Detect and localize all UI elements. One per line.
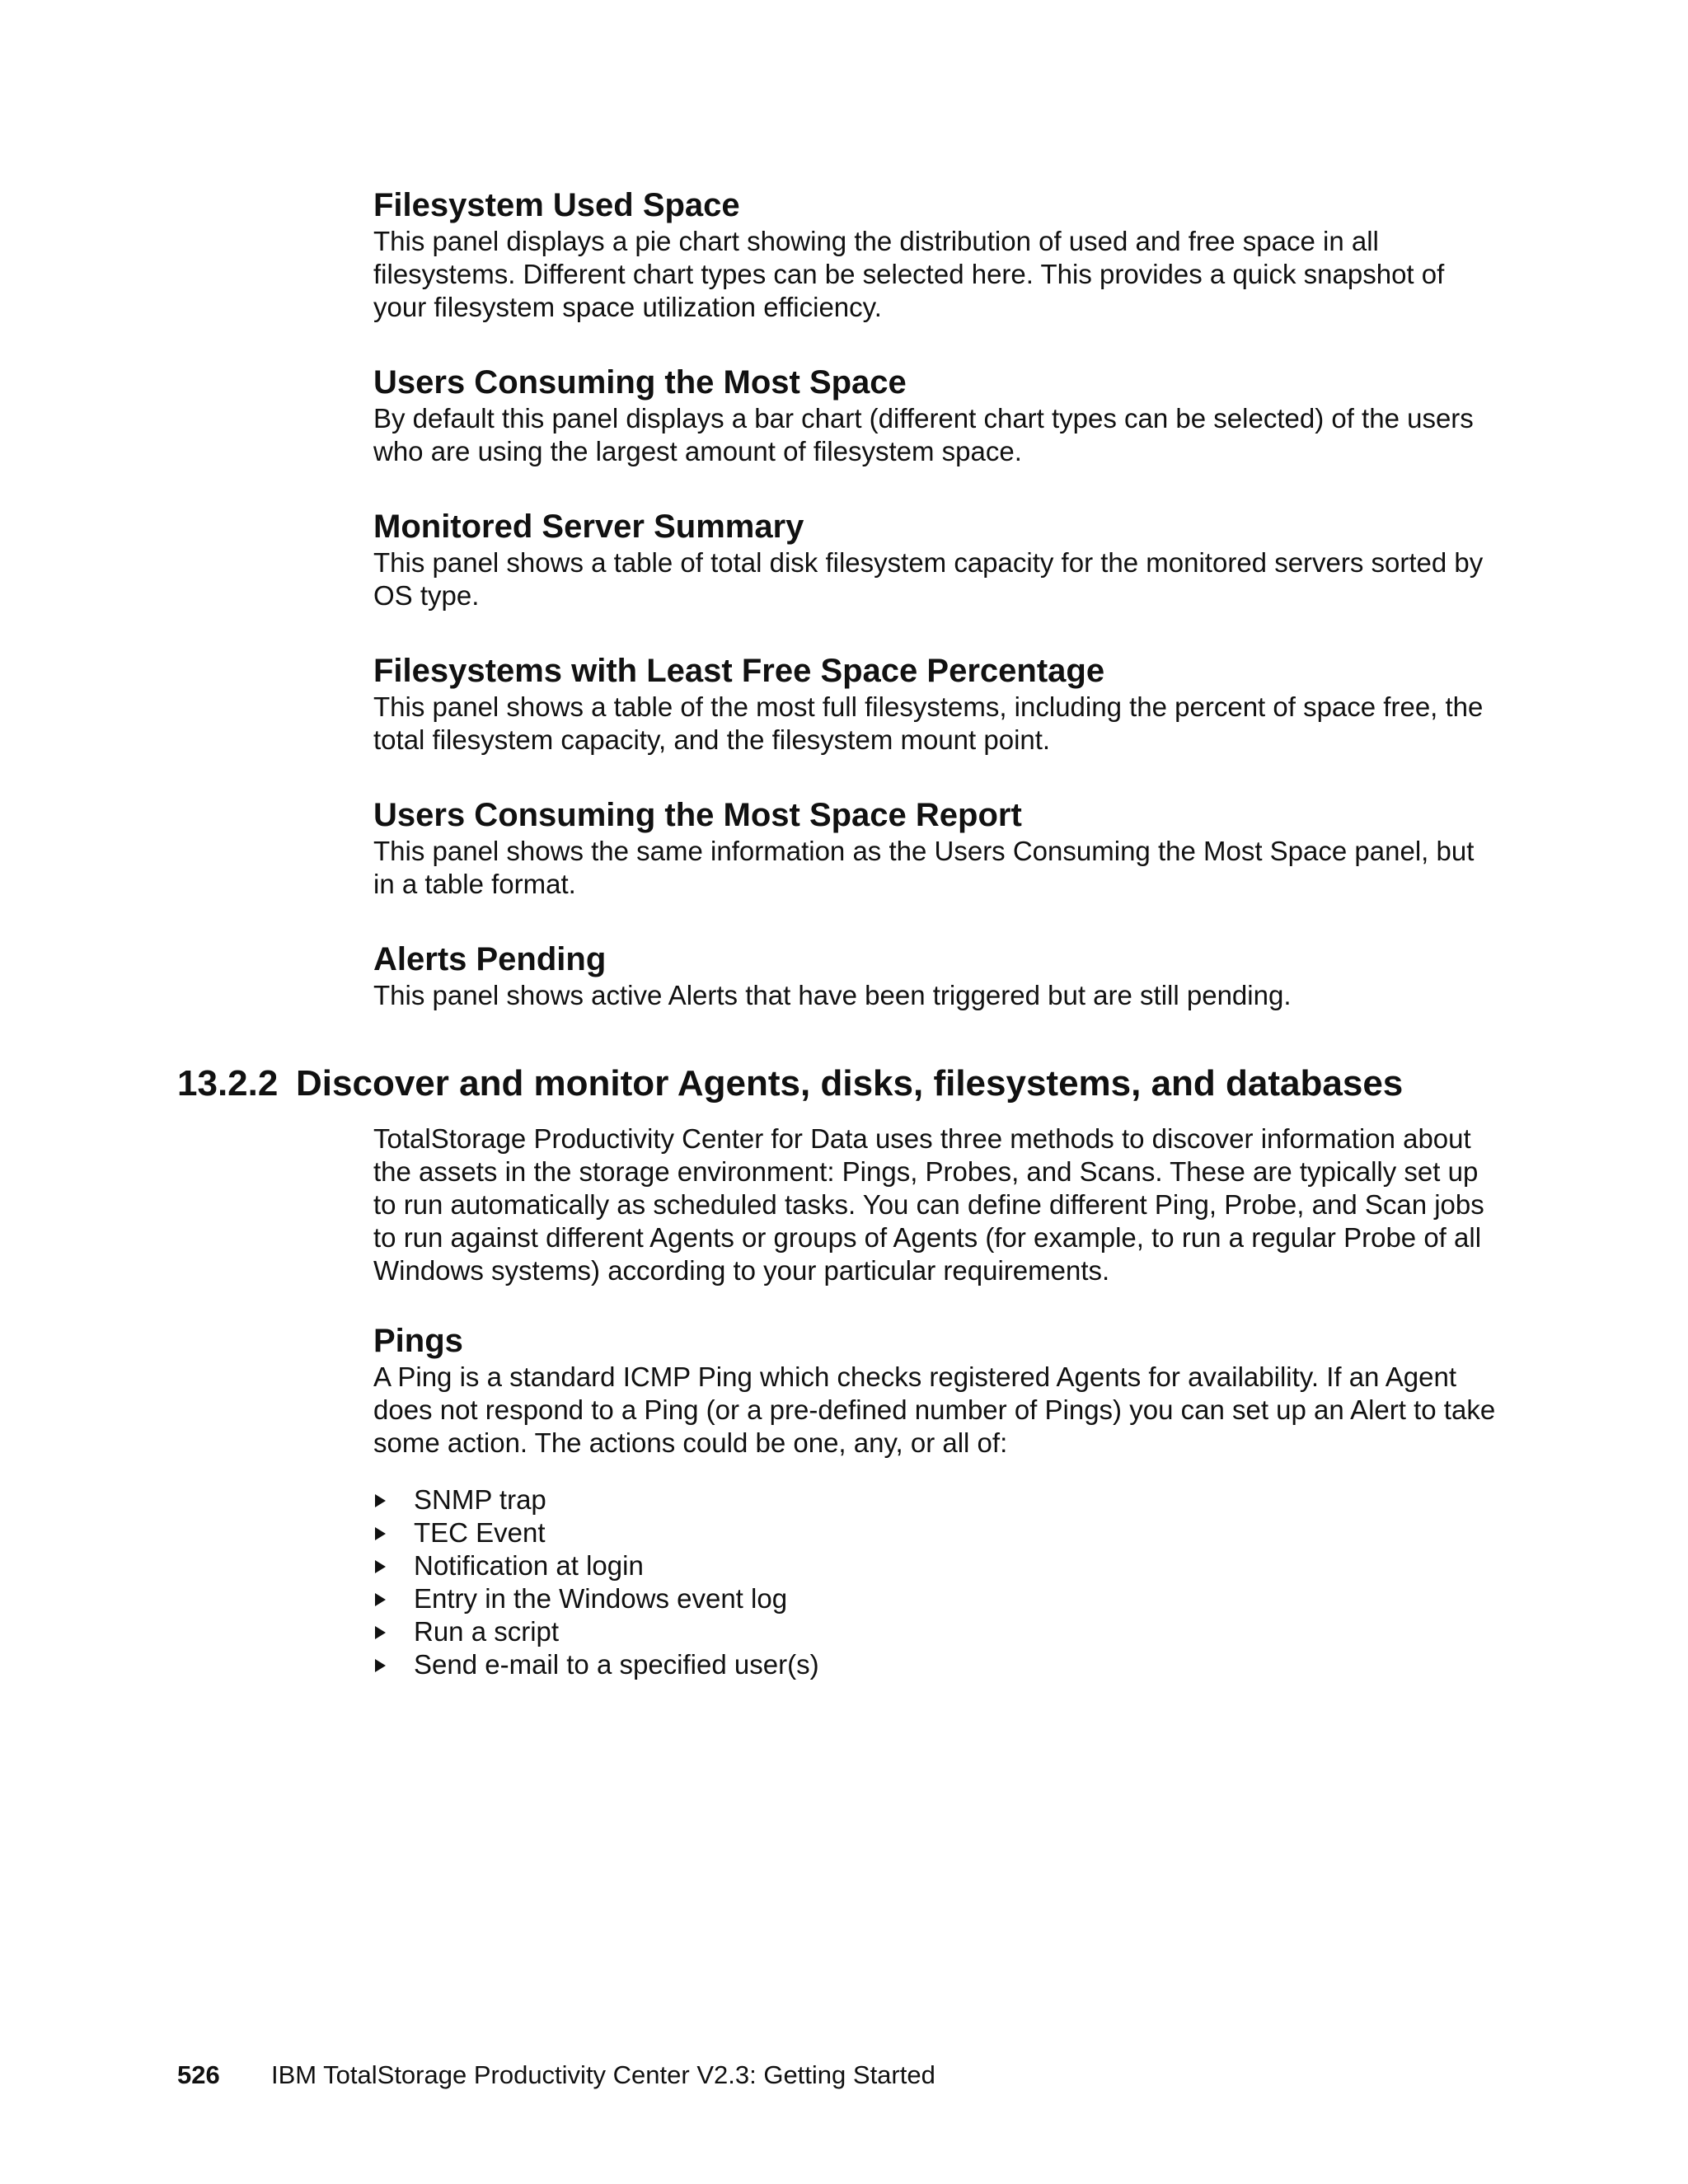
section-users-consuming-most-space-report xyxy=(373,795,1498,901)
section-filesystems-least-free-space xyxy=(373,651,1498,757)
section-users-consuming-most-space xyxy=(373,363,1498,468)
section-heading: Users Consuming the Most Space Report xyxy=(373,797,1022,833)
bullet-triangle-icon xyxy=(375,1659,386,1672)
section-heading: Filesystems with Least Free Space Percentage xyxy=(373,653,1105,689)
page-number: 526 xyxy=(177,2060,220,2089)
list-item xyxy=(373,1549,1362,1582)
section-body: A Ping is a standard ICMP Ping which checks registered Agents for availability. If an Agent does not respond to a Ping (or a pre-defined number of Pings) you can set up an Alert to take some action. The actions could be one, any, or all of: xyxy=(373,1361,1496,1458)
list-item xyxy=(373,1483,1362,1516)
section-body: This panel shows the same information as the Users Consuming the Most Space panel, but in a table format. xyxy=(373,836,1475,899)
section-alerts-pending xyxy=(373,940,1498,1012)
section-monitored-server-summary xyxy=(373,507,1498,612)
page-footer xyxy=(177,2059,935,2092)
book-title: IBM TotalStorage Productivity Center V2.3: Getting Started xyxy=(271,2060,935,2089)
chapter-intro-text: TotalStorage Productivity Center for Data uses three methods to discover information about the assets in the storage environment: Pings, Probes, and Scans. These are typically set up to run automatically as scheduled tasks. You can define different Ping, Probe, and Scan jobs to run against different Agents or groups of Agents (for example, to run a regular Probe of all Windows systems) according to your particular requirements. xyxy=(373,1123,1484,1286)
bullet-triangle-icon xyxy=(375,1626,386,1639)
list-item-text: Entry in the Windows event log xyxy=(414,1583,788,1614)
actions-list xyxy=(373,1483,1362,1681)
bullet-triangle-icon xyxy=(375,1593,386,1606)
chapter-title: Discover and monitor Agents, disks, filesystems, and databases xyxy=(296,1063,1404,1104)
chapter-heading xyxy=(177,1062,1403,1106)
section-heading: Users Consuming the Most Space xyxy=(373,364,907,401)
list-item-text: TEC Event xyxy=(414,1517,546,1548)
list-item xyxy=(373,1615,1362,1648)
section-filesystem-used-space xyxy=(373,185,1498,324)
bullet-triangle-icon xyxy=(375,1494,386,1507)
bullet-triangle-icon xyxy=(375,1527,386,1540)
section-body: This panel shows a table of total disk filesystem capacity for the monitored servers sorted by OS type. xyxy=(373,547,1484,611)
list-item-text: Send e-mail to a specified user(s) xyxy=(414,1649,819,1680)
bullet-triangle-icon xyxy=(375,1560,386,1573)
section-body: This panel displays a pie chart showing the distribution of used and free space in all filesystems. Different chart types can be selected here. This provides a quick snapshot of your filesystem space utilization efficiency. xyxy=(373,226,1445,322)
section-body: This panel shows active Alerts that have been triggered but are still pending. xyxy=(373,980,1292,1010)
list-item-text: Run a script xyxy=(414,1616,560,1647)
section-body: This panel shows a table of the most full filesystems, including the percent of space free, the total filesystem capacity, and the filesystem mount point. xyxy=(373,691,1484,755)
chapter-intro xyxy=(373,1122,1498,1287)
list-item xyxy=(373,1582,1362,1615)
section-body: By default this panel displays a bar chart (different chart types can be selected) of the users who are using the largest amount of filesystem space. xyxy=(373,403,1474,466)
list-item xyxy=(373,1648,1362,1681)
list-item xyxy=(373,1516,1362,1549)
section-pings xyxy=(373,1321,1498,1460)
section-heading: Filesystem Used Space xyxy=(373,187,740,223)
chapter-number: 13.2.2 xyxy=(177,1063,279,1104)
section-heading: Alerts Pending xyxy=(373,941,607,977)
section-heading: Monitored Server Summary xyxy=(373,509,804,545)
section-heading: Pings xyxy=(373,1323,463,1359)
list-item-text: Notification at login xyxy=(414,1550,644,1581)
list-item-text: SNMP trap xyxy=(414,1484,546,1515)
